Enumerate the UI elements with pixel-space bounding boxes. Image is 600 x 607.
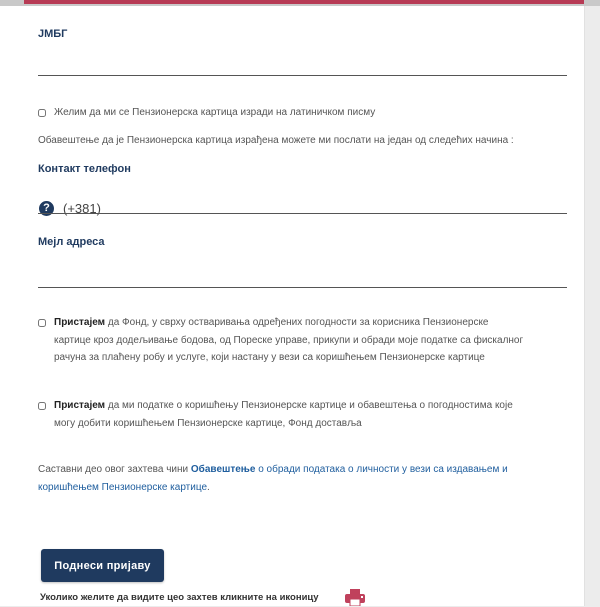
consent-notify-line1: да ми податке о коришћењу Пензионерске картице и обавештења о погодностима које xyxy=(105,400,513,411)
consent-notify-bold: Пристајем xyxy=(54,400,106,411)
phone-underline xyxy=(38,213,567,214)
consent-fiscal-line3: рачуна за плаћену робу и услуге, који настану у вези са коришћењем Пензионерске картице xyxy=(54,352,485,363)
question-circle-icon[interactable]: ? xyxy=(39,201,54,216)
consent-notify-line2: могу добити коришћењем Пензионерске картице, Фонд доставља xyxy=(54,417,362,429)
privacy-info-link-line2[interactable]: коришћењем Пензионерске картице xyxy=(38,481,207,493)
phone-input[interactable] xyxy=(112,197,567,219)
privacy-notice-link[interactable]: Обавештење xyxy=(190,464,256,475)
consent-fiscal-checkbox[interactable] xyxy=(38,319,46,327)
email-input[interactable] xyxy=(38,264,567,286)
jmbg-input[interactable] xyxy=(38,50,567,72)
phone-label: Контакт телефон xyxy=(38,163,131,175)
phone-prefix: (+381) xyxy=(63,201,101,216)
latin-card-checkbox[interactable] xyxy=(38,109,46,117)
privacy-info-text xyxy=(38,461,508,496)
consent-notify-checkbox[interactable] xyxy=(38,402,46,410)
submit-button[interactable]: Поднеси пријаву xyxy=(41,549,164,582)
application-form xyxy=(0,6,585,606)
consent-fiscal-line1: да Фонд, у сврху остваривања одређених погодности за корисника Пензионерске xyxy=(105,317,489,328)
consent-fiscal-text xyxy=(54,314,523,367)
email-underline xyxy=(38,287,567,288)
printer-icon[interactable] xyxy=(344,589,366,606)
privacy-info-suffix: . xyxy=(207,481,210,493)
notice-text: Обавештење да је Пензионерска картица израђена можете ми послати на један од следећих начина : xyxy=(38,135,514,146)
footer-text: Уколико желите да видите цео захтев кликните на иконицу xyxy=(40,592,319,603)
privacy-info-link-rest[interactable]: о обради података о личности у вези са издавањем и xyxy=(255,464,508,475)
jmbg-label: ЈМБГ xyxy=(38,28,68,40)
latin-card-label: Желим да ми се Пензионерска картица изради на латиничком писму xyxy=(54,107,376,118)
consent-fiscal-line2: картице кроз додељивање бодова, од Пореске управе, прикупи и обради моје податке са фискалног xyxy=(54,334,524,346)
consent-notify-text xyxy=(54,397,513,432)
privacy-info-prefix: Саставни део овог захтева чини xyxy=(38,464,191,475)
email-label: Мејл адреса xyxy=(38,236,105,248)
jmbg-underline xyxy=(38,75,567,76)
consent-fiscal-bold: Пристајем xyxy=(54,317,106,328)
top-accent-bar xyxy=(24,0,584,4)
